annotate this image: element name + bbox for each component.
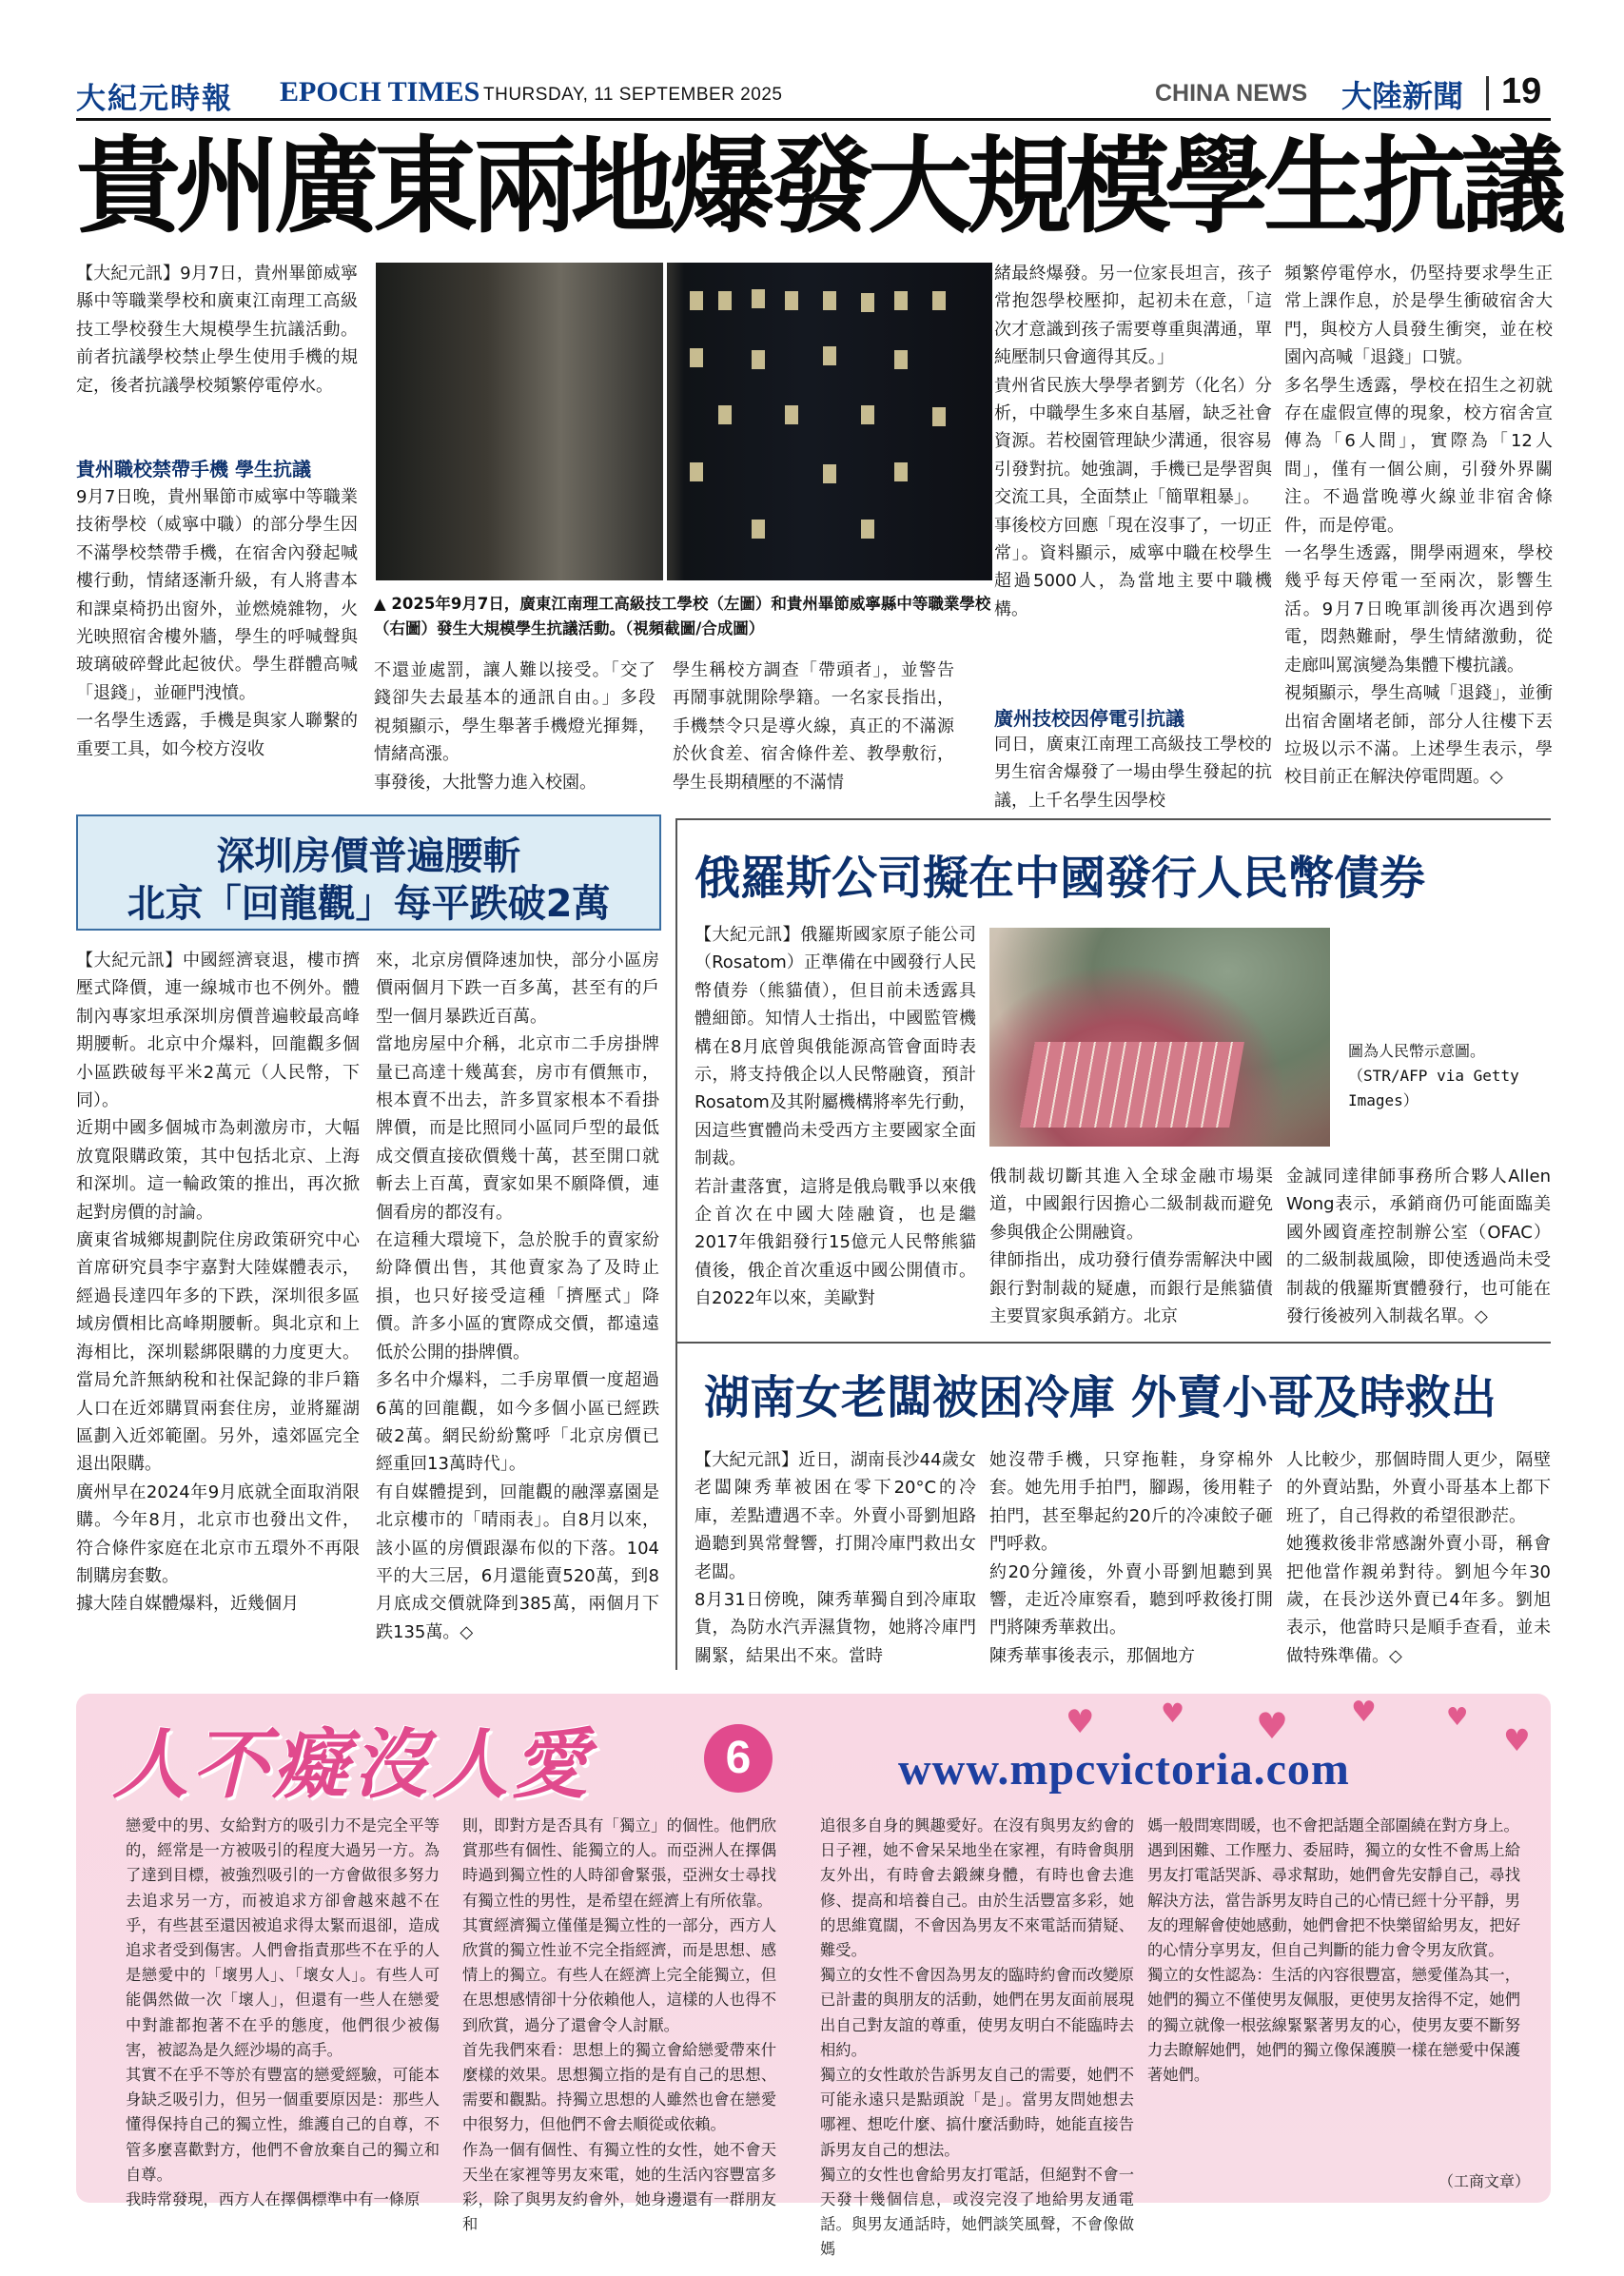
protest-photo-caption: ▲ 2025年9月7日，廣東江南理工高級技工學校（左圖）和貴州畢節威寧縣中等職業學校（右圖）發生大規模學生抗議活動。（視頻截圖/合成圖） xyxy=(374,595,991,638)
heart-icon: ♥ xyxy=(1066,1703,1095,1741)
advertorial-title: 人不癡沒人愛 xyxy=(112,1719,592,1809)
issue-date: THURSDAY, 11 SEPTEMBER 2025 xyxy=(483,85,783,105)
masthead-rule xyxy=(76,118,1551,121)
russia-column-1: 【大紀元訊】俄羅斯國家原子能公司（Rosatom）正準備在中國發行人民幣債券（熊貓債），但目前未透露具體細節。知情人士指出，中國監管機構在8月底曾與俄能源高管會面時表示，將支持俄企以人民幣融資，預計Rosatom及其附屬機構將率先行動，因這些實體尚未受西方主要國家全面制裁。 若計畫落實，這將是俄烏戰爭以來俄企首次在中國大陸融資，也是繼2017年俄鋁發行15億元人民幣熊貓債後，俄企首次重返中國公開債市。自2022年以來，美歐對 xyxy=(695,925,976,1309)
hunan-column-2: 她沒帶手機，只穿拖鞋，身穿棉外套。她先用手拍門，腳踢，後用鞋子拍門，甚至舉起約20斤的冷凍餃子砸門呼救。 約20分鐘後，外賣小哥劉旭聽到異響，走近冷庫察看，聽到呼救後打開門將陳秀華救出。 陳秀華事後表示，那個地方 xyxy=(989,1450,1273,1666)
advertorial-url[interactable]: www.mpcvictoria.com xyxy=(898,1744,1350,1795)
main-headline: 貴州廣東兩地爆發大規模學生抗議 xyxy=(76,125,1560,247)
epoch-times-logo-chinese: 大紀元時報 xyxy=(76,82,233,116)
epoch-times-logo-english: EPOCH TIMES xyxy=(280,76,480,108)
russia-headline: 俄羅斯公司擬在中國發行人民幣債券 xyxy=(695,852,1426,905)
advertorial-column-1: 戀愛中的男、女給對方的吸引力不是完全平等的，經常是一方被吸引的程度大過另一方。為了達到目標，被強烈吸引的一方會做很多努力去追求另一方，而被追求方卻會越來越不在乎，有些甚至還因被追求得太緊而退卻，造成追求者受到傷害。人們會指責那些不在乎的人是戀愛中的「壞男人」、「壞女人」。有些人可能偶然做一次「壞人」，但還有一些人在戀愛中對誰都抱著不在乎的態度，他們很少被傷害，被認為是久經沙場的高手。 其實不在乎不等於有豐富的戀愛經驗，可能本身缺乏吸引力，但另一個重要原因是：那些人懂得保持自己的獨立性，維護自己的自尊，不管多麼喜歡對方，他們不會放棄自己的獨立和自尊。 我時常發現，西方人在擇偶標準中有一條原 xyxy=(126,1816,440,2209)
advertorial-episode-number: 6 xyxy=(704,1724,773,1793)
hunan-top-rule xyxy=(675,1342,1551,1344)
main-column-2: 不還並處罰，讓人難以接受。「交了錢卻失去最基本的通訊自由。」多段視頻顯示，學生舉著手機燈光揮舞，情緒高漲。 事發後，大批警力進入校園。 xyxy=(374,660,655,793)
shenzhen-headline-box xyxy=(76,814,661,931)
heart-icon: ♥ xyxy=(1351,1696,1377,1729)
advertorial-column-2: 則，即對方是否具有「獨立」的個性。他們欣賞那些有個性、能獨立的人。而亞洲人在擇偶時過到獨立性的人時卻會緊張，亞洲女士尋找有獨立性的男性，是希望在經濟上有所依靠。 其實經濟獨立僅僅是獨立性的一部分，西方人欣賞的獨立性並不完全指經濟，而是思想、感情上的獨立。有些人在經濟上完全能獨立，但在思想感情卻十分依賴他人，這樣的人也得不到欣賞，過分了還會令人討厭。 首先我們來看：思想上的獨立會給戀愛帶來什麼樣的效果。思想獨立指的是有自己的思想、需要和觀點。持獨立思想的人雖然也會在戀愛中很努力，但他們不會去順從或依賴。 作為一個有個性、有獨立性的女性，她不會天天坐在家裡等男友來電，她的生活內容豐富多彩，除了與男友約會外，她身邊還有一群朋友和 xyxy=(462,1816,776,2234)
main-column-1: 9月7日晚，貴州畢節市威寧中等職業技術學校（威寧中職）的部分學生因不滿學校禁帶手機，在宿舍內發起喊樓行動，情緒逐漸升級，有人將書本和課桌椅扔出窗外，並燃燒雜物，火光映照宿舍樓外牆，學生的呼喊聲與玻璃破碎聲此起彼伏。學生群體高喊「退錢」，並砸門洩憤。 一名學生透露，手機是與家人聯繫的重要工具，如今校方沒收 xyxy=(76,487,358,759)
main-column-3: 學生稱校方調查「帶頭者」，並警告再鬧事就開除學籍。一名家長指出，手機禁令只是導火線，真正的不滿源於伙食差、宿舍條件差、教學敷衍，學生長期積壓的不滿情 xyxy=(673,660,954,793)
masthead-divider xyxy=(1486,76,1489,110)
russia-column-3: 金誠同達律師事務所合夥人Allen Wong表示，承銷商仍可能面臨美國外國資產控制辦公室（OFAC）的二級制裁風險，即使透過尚未受制裁的俄羅斯實體發行，也可能在發行後被列入制裁名單。◇ xyxy=(1286,1167,1551,1327)
heart-icon: ♥ xyxy=(1446,1703,1469,1732)
shenzhen-column-1: 【大紀元訊】中國經濟衰退，樓市擠壓式降價，連一線城市也不例外。體制內專家坦承深圳房價普遍較最高峰期腰斬。北京中介爆料，回龍觀多個小區跌破每平米2萬元（人民幣，下同）。 近期中國多個城市為刺激房市，大幅放寬限購政策，其中包括北京、上海和深圳。這一輪政策的推出，再次掀起對房價的討論。 廣東省城鄉規劃院住房政策研究中心首席研究員李宇嘉對大陸媒體表示，經過長達四年多的下跌，深圳很多區域房價相比高峰期腰斬。與北京和上海相比，深圳鬆綁限購的力度更大。當局允許無納稅和社保記錄的非戶籍人口在近郊購買兩套住房，並將羅湖區劃入近郊範圍。另外，遠郊區完全退出限購。 廣州早在2024年9月底就全面取消限購。今年8月，北京市也發出文件，符合條件家庭在北京市五環外不再限制購房套數。 據大陸自媒體爆料，近幾個月 xyxy=(76,951,360,1615)
main-column-4b: 同日，廣東江南理工高級技工學校的男生宿舍爆發了一場由學生發起的抗議，上千名學生因學校 xyxy=(994,735,1272,811)
advertorial-column-3: 追很多自身的興趣愛好。在沒有與男友約會的日子裡，她不會呆呆地坐在家裡，有時會與朋友外出，有時會去鍛練身體，有時也會去進修、提高和培養自己。由於生活豐富多彩，她的思維寬闊，不會因為男友不來電話而猜疑、難受。 獨立的女性不會因為男友的臨時約會而改變原已計畫的與朋友的活動，她們在男友面前展現出自己對友誼的尊重，使男友明白不能臨時去相約。 獨立的女性敢於告訴男友自己的需要，她們不可能永遠只是點頭說「是」。當男友問她想去哪裡、想吃什麼、搞什麼活動時，她能直接告訴男友自己的想法。 獨立的女性也會給男友打電話，但絕對不會一天發十幾個信息，或沒完沒了地給男友通電話。與男友通話時，她們談笑風聲，不會像做媽 xyxy=(820,1816,1134,2259)
heart-icon: ♥ xyxy=(1161,1697,1185,1729)
main-subhead-guangzhou: 廣州技校因停電引抗議 xyxy=(994,707,1184,730)
russia-top-rule xyxy=(675,818,1551,820)
main-intro: 【大紀元訊】9月7日，貴州畢節威寧縣中等職業學校和廣東江南理工高級技工學校發生大規模學生抗議活動。前者抗議學校禁止學生使用手機的規定，後者抗議學校頻繁停電停水。 xyxy=(76,264,358,396)
column-divider-vertical xyxy=(675,818,677,1670)
russia-column-2: 俄制裁切斷其進入全球金融市場渠道，中國銀行因擔心二級制裁而避免參與俄企公開融資。 律師指出，成功發行債券需解決中國銀行對制裁的疑慮，而銀行是熊貓債主要買家與承銷方。北京 xyxy=(989,1167,1273,1327)
main-subhead-guizhou: 貴州職校禁帶手機 學生抗議 xyxy=(76,458,311,481)
rmb-photo-caption: 圖為人民幣示意圖。（STR/AFP via Getty Images） xyxy=(1348,1042,1519,1109)
rmb-banknotes-photo xyxy=(989,928,1330,1147)
hunan-column-3: 人比較少，那個時間人更少，隔壁的外賣站點，外賣小哥基本上都下班了，自己得救的希望很渺茫。 她獲救後非常感謝外賣小哥，稱會把他當作親弟對待。劉旭今年30歲，在長沙送外賣已4年多。劉旭表示，他當時只是順手查看，並未做特殊準備。◇ xyxy=(1286,1450,1551,1666)
section-name-chinese: 大陸新聞 xyxy=(1341,78,1464,114)
page-number: 19 xyxy=(1501,71,1542,111)
hunan-headline: 湖南女老闆被困冷庫 外賣小哥及時救出 xyxy=(704,1371,1497,1424)
advertorial-column-4: 媽一般問寒問暖，也不會把話題全部圍繞在對方身上。 遇到困難、工作壓力、委屈時，獨立的女性不會馬上給男友打電話哭訴、尋求幫助，她們會先安靜自己，尋找解決方法，當告訴男友時自己的心情已經十分平靜，男友的理解會使她感動，她們會把不快樂留給男友，把好的心情分享男友，但自己判斷的能力會令男友欣賞。 獨立的女性認為：生活的內容很豐富，戀愛僅為其一，她們的獨立不僅使男友佩服，更使男友捨得不定，她們的獨立就像一根弦線緊緊著男友的心，使男友要不斷努力去瞭解她們，她們的獨立像保護膜一樣在戀愛中保護著她們。 xyxy=(1147,1816,1520,2085)
heart-icon: ♥ xyxy=(1503,1722,1531,1758)
advertorial-credit: （工商文章） xyxy=(1438,2172,1531,2190)
section-name-english: CHINA NEWS xyxy=(1155,80,1308,107)
main-column-4: 緒最終爆發。另一位家長坦言，孩子常抱怨學校壓抑，起初未在意，「這次才意識到孩子需要尊重與溝通，單純壓制只會適得其反。」 貴州省民族大學學者劉芳（化名）分析，中職學生多來自基層，缺乏社會資源。若校園管理缺少溝通，很容易引發對抗。她強調，手機已是學習與交流工具，全面禁止「簡單粗暴」。 事後校方回應「現在沒事了，一切正常」。資料顯示，威寧中職在校學生超過5000人，為當地主要中職機構。 xyxy=(994,264,1272,619)
shenzhen-headline-line-1: 深圳房價普遍腰斬 xyxy=(216,834,521,878)
main-column-5: 頻繁停電停水，仍堅持要求學生正常上課作息，於是學生衝破宿舍大門，與校方人員發生衝突，並在校園內高喊「退錢」口號。 多名學生透露，學校在招生之初就存在虛假宣傳的現象，校方宿舍宣傳為「6人間」，實際為「12人間」，僅有一個公廁，引發外界關注。不過當晚導火線並非宿舍條件，而是停電。 一名學生透露，開學兩週來，學校幾乎每天停電一至兩次，影響生活。9月7日晚軍訓後再次遇到停電，悶熱難耐，學生情緒激動，從走廊叫罵演變為集體下樓抗議。 視頻顯示，學生高喊「退錢」，並衝出宿舍圍堵老師，部分人往樓下丟垃圾以示不滿。上述學生表示，學校目前正在解決停電問題。◇ xyxy=(1284,264,1553,788)
shenzhen-headline-line-2: 北京「回龍觀」每平跌破2萬 xyxy=(127,882,611,926)
shenzhen-column-2: 來，北京房價降速加快，部分小區房價兩個月下跌一百多萬，甚至有的戶型一個月暴跌近百萬。 當地房屋中介稱，北京市二手房掛牌量已高達十幾萬套，房市有價無市，根本賣不出去，許多買家根本不看掛牌價，而是比照同小區同戶型的最低成交價直接砍價幾十萬，甚至開口就斬去上百萬，賣家如果不願降價，連個看房的都沒有。 在這種大環境下，急於脫手的賣家紛紛降價出售，其他賣家為了及時止損，也只好接受這種「擠壓式」降價。許多小區的實際成交價，都遠遠低於公開的掛牌價。 多名中介爆料，二手房單價一度超過6萬的回龍觀，如今多個小區已經跌破2萬。網民紛紛驚呼「北京房價已經重回13萬時代」。 有自媒體提到，回龍觀的融澤嘉園是北京樓市的「晴雨表」。自8月以來，該小區的房價跟瀑布似的下落。104平的大三居，6月還能賣520萬，到8月底成交價就降到385萬，兩個月下跌135萬。◇ xyxy=(376,951,659,1642)
hunan-column-1: 【大紀元訊】近日，湖南長沙44歲女老闆陳秀華被困在零下20°C的冷庫，差點遭遇不幸。外賣小哥劉旭路過聽到異常聲響，打開冷庫門救出女老闆。 8月31日傍晚，陳秀華獨自到冷庫取貨，為防水汽弄濕貨物，她將冷庫門關緊，結果出不來。當時 xyxy=(695,1450,976,1666)
protest-photo xyxy=(376,263,992,580)
heart-icon: ♥ xyxy=(1256,1705,1289,1747)
